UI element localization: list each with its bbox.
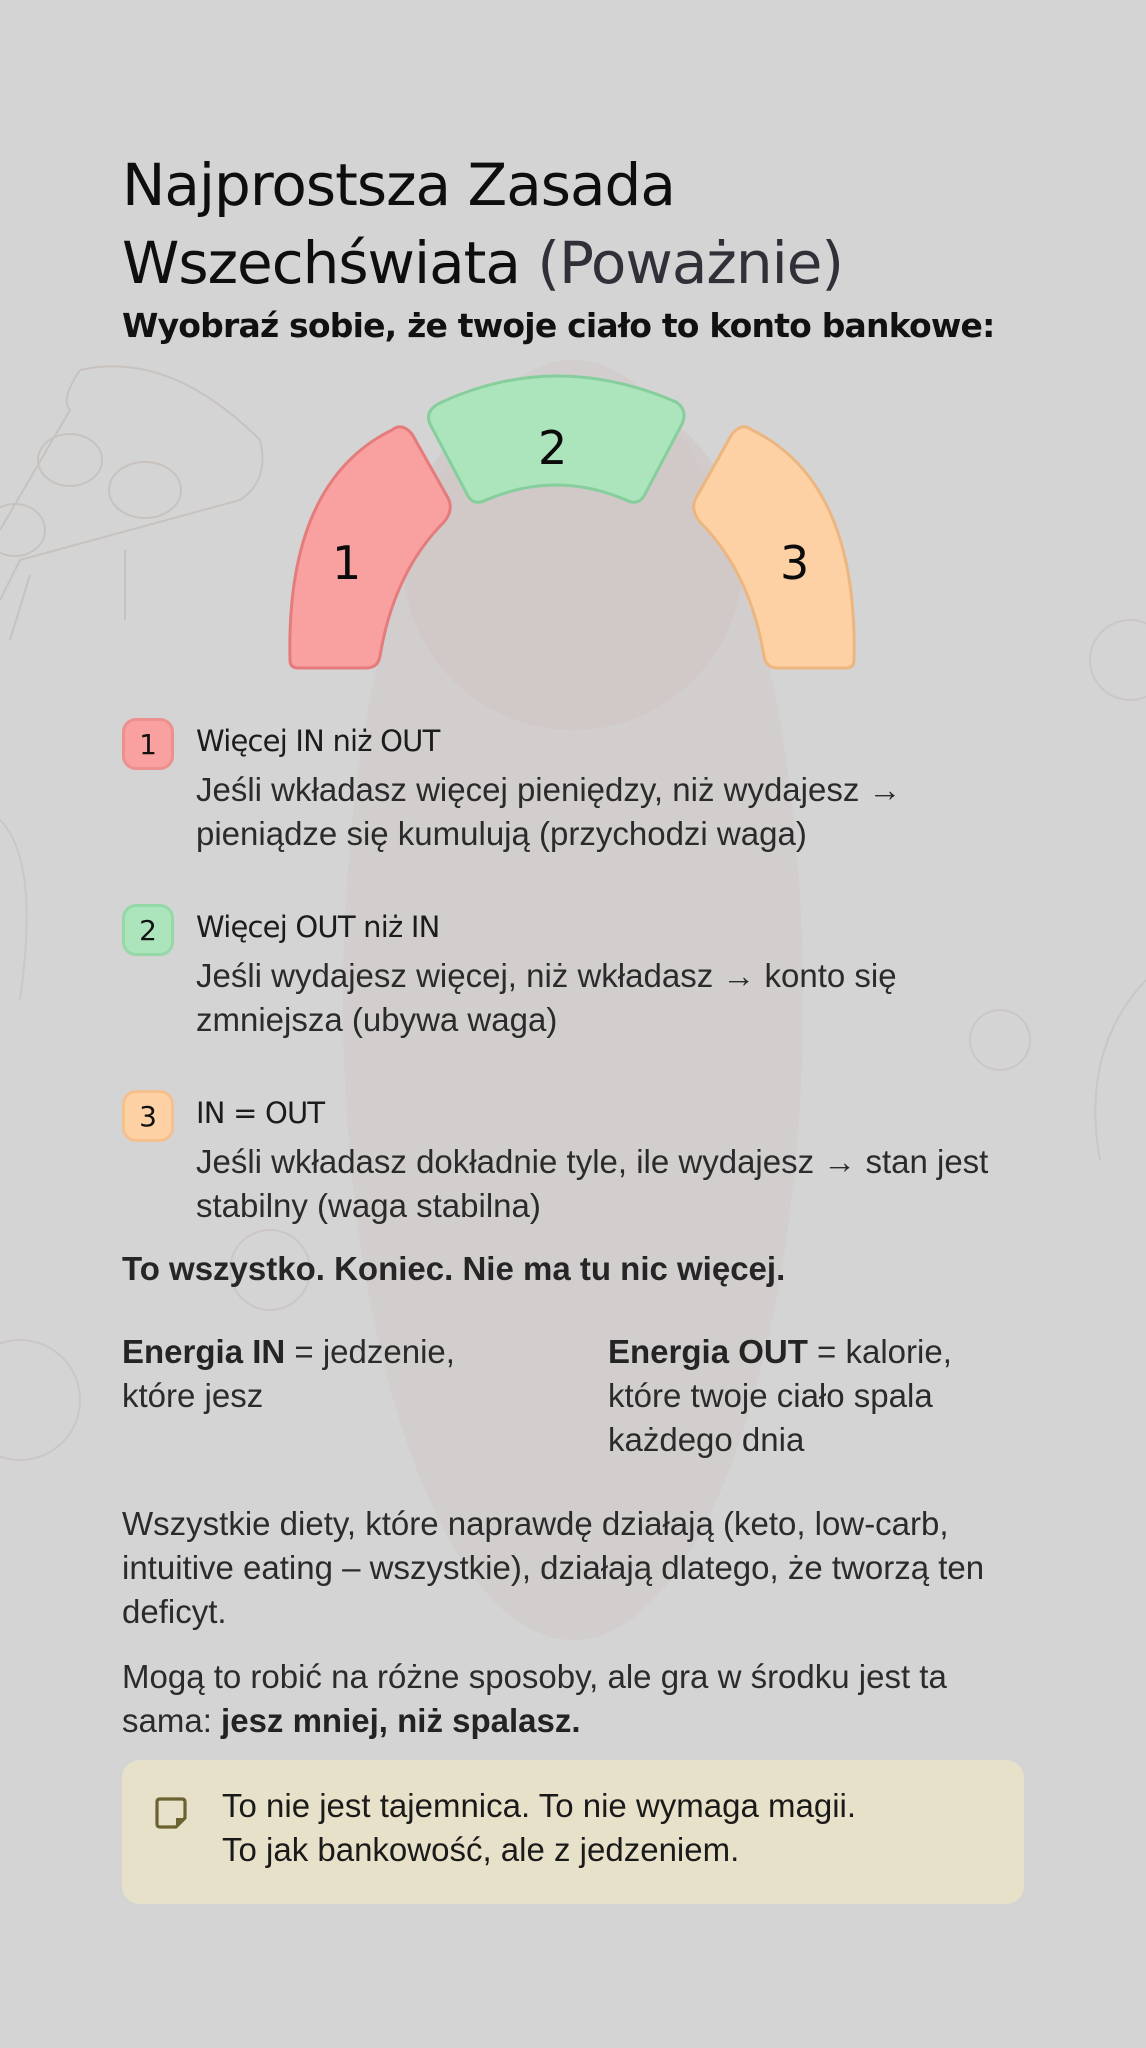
item-description: Jeśli wydajesz więcej, niż wkładasz → konto się zmniejsza (ubywa waga): [196, 957, 897, 1038]
gauge-segment-1: [290, 427, 450, 668]
number-badge-1: 1: [122, 718, 174, 770]
energy-in-definition: [122, 1330, 522, 1418]
gauge-label-3: 3: [780, 536, 810, 590]
item-title: Więcej OUT niż IN: [196, 910, 440, 944]
gauge-label-2: 2: [538, 421, 568, 475]
energy-in-label: Energia IN: [122, 1333, 286, 1370]
deficit-paragraph: [122, 1655, 1024, 1743]
page-title: [122, 146, 843, 302]
callout-line-2: To jak bankowość, ale z jedzeniem.: [222, 1831, 740, 1868]
energy-out-definition: [608, 1330, 1028, 1462]
title-line-1: Najprostsza Zasada: [122, 151, 675, 219]
title-muted: (Poważnie): [537, 229, 844, 297]
deficit-text: Mogą to robić na różne sposoby, ale gra w środku jest ta sama:: [122, 1658, 947, 1739]
callout-note: [122, 1760, 1024, 1904]
callout-line-1: To nie jest tajemnica. To nie wymaga magii.: [222, 1787, 857, 1824]
pizza-slice-icon: [0, 366, 263, 640]
item-description: Jeśli wkładasz więcej pieniędzy, niż wydajesz → pieniądze się kumulują (przychodzi waga): [196, 771, 902, 852]
energy-in-text: = jedzenie, które jesz: [122, 1333, 455, 1414]
title-line-2: Wszechświata: [122, 229, 520, 297]
callout-text: [222, 1784, 1002, 1872]
subtitle: Wyobraź sobie, że twoje ciało to konto bankowe:: [122, 306, 995, 345]
deficit-bold: jesz mniej, niż spalasz.: [221, 1702, 581, 1739]
item-description: Jeśli wkładasz dokładnie tyle, ile wydajesz → stan jest stabilny (waga stabilna): [196, 1143, 989, 1224]
gauge-segment-2: [429, 376, 685, 502]
number-badge-3: 3: [122, 1090, 174, 1142]
energy-out-label: Energia OUT: [608, 1333, 808, 1370]
energy-out-text: = kalorie, które twoje ciało spala każdego dnia: [608, 1333, 952, 1458]
summary-statement: To wszystko. Koniec. Nie ma tu nic więcej.: [122, 1250, 786, 1287]
item-title: Więcej IN niż OUT: [196, 724, 440, 758]
diets-paragraph: Wszystkie diety, które naprawdę działają (keto, low-carb, intuitive eating – wszystkie), działają dlatego, że tworzą ten deficyt.: [122, 1505, 985, 1630]
gauge-label-1: 1: [332, 536, 362, 590]
item-title: IN = OUT: [196, 1096, 325, 1130]
three-segment-gauge: [272, 372, 872, 682]
number-badge-2: 2: [122, 904, 174, 956]
gauge-segment-3: [694, 427, 854, 668]
sticky-note-icon: [154, 1796, 188, 1830]
